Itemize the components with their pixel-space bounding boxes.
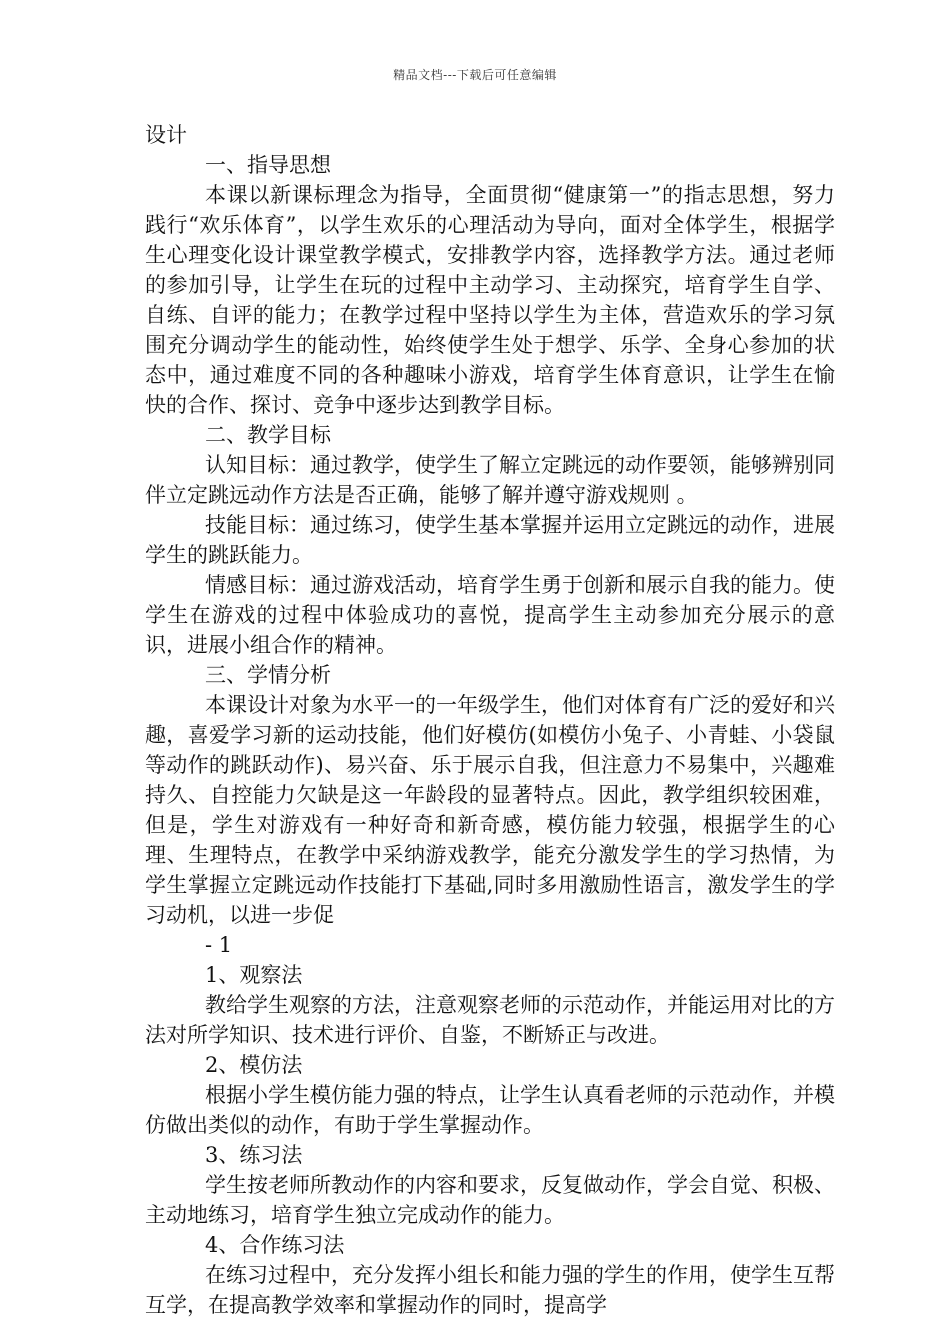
paragraph-learner-analysis: 本课设计对象为水平一的一年级学生，他们对体育有广泛的爱好和兴趣，喜爱学习新的运动技能，他们好模仿(如模仿小兔子、小青蛙、小袋鼠等动作的跳跃动作)、易兴奋、乐于展示自我，但注意力不易集中，兴趣难持久、自控能力欠缺是这一年龄段的显著特点。因此，教学组织较困难，但是，学生对游戏有一种好奇和新奇感，模仿能力较强，根据学生的心理、生理特点，在教学中采纳游戏教学，能充分激发学生的学习热情，为学生掌握立定跳远动作技能打下基础,同时多用激励性语言，激发学生的学习动机，以进一步促 [145,693,835,927]
page-number: - 1 [205,933,233,957]
method-heading-imitation: 2、模仿法 [205,1053,303,1077]
section-heading-learner-analysis: 三、学情分析 [205,663,331,687]
paragraph-emotional-goal: 情感目标：通过游戏活动，培育学生勇于创新和展示自我的能力。使学生在游戏的过程中体验成功的喜悦，提高学生主动参加充分展示的意识，进展小组合作的精神。 [145,573,835,657]
paragraph-cognitive-goal: 认知目标：通过教学，使学生了解立定跳远的动作要领，能够辨别同伴立定跳远动作方法是否正确，能够了解并遵守游戏规则 。 [145,453,835,507]
document-body [145,120,835,1320]
method-heading-observation: 1、观察法 [205,963,303,987]
section-heading-teaching-goals: 二、教学目标 [205,423,331,447]
method-text-observation: 教给学生观察的方法，注意观察老师的示范动作，并能运用对比的方法对所学知识、技术进行评价、自鉴，不断矫正与改进。 [145,993,835,1047]
paragraph-skill-goal: 技能目标：通过练习，使学生基本掌握并运用立定跳远的动作，进展学生的跳跃能力。 [145,513,835,567]
top-fragment: 设计 [145,123,187,147]
method-text-practice: 学生按老师所教动作的内容和要求，反复做动作，学会自觉、积极、主动地练习，培育学生独立完成动作的能力。 [145,1173,835,1227]
method-heading-practice: 3、练习法 [205,1143,303,1167]
paragraph-guiding-thought: 本课以新课标理念为指导，全面贯彻“健康第一”的指志思想，努力践行“欢乐体育”，以学生欢乐的心理活动为导向，面对全体学生，根据学生心理变化设计课堂教学模式，安排教学内容，选择教学方法。通过老师的参加引导，让学生在玩的过程中主动学习、主动探究，培育学生自学、自练、自评的能力；在教学过程中坚持以学生为主体，营造欢乐的学习氛围充分调动学生的能动性，始终使学生处于想学、乐学、全身心参加的状态中，通过难度不同的各种趣味小游戏，培育学生体育意识，让学生在愉快的合作、探讨、竞争中逐步达到教学目标。 [145,183,835,417]
page-header: 精品文档---下载后可任意编辑 [393,68,557,82]
section-heading-guiding-thought: 一、指导思想 [205,153,331,177]
method-text-cooperative-practice: 在练习过程中，充分发挥小组长和能力强的学生的作用，使学生互帮互学，在提高教学效率和掌握动作的同时，提高学 [145,1263,835,1317]
method-text-imitation: 根据小学生模仿能力强的特点，让学生认真看老师的示范动作，并模仿做出类似的动作，有助于学生掌握动作。 [145,1083,835,1137]
method-heading-cooperative-practice: 4、合作练习法 [205,1233,345,1257]
